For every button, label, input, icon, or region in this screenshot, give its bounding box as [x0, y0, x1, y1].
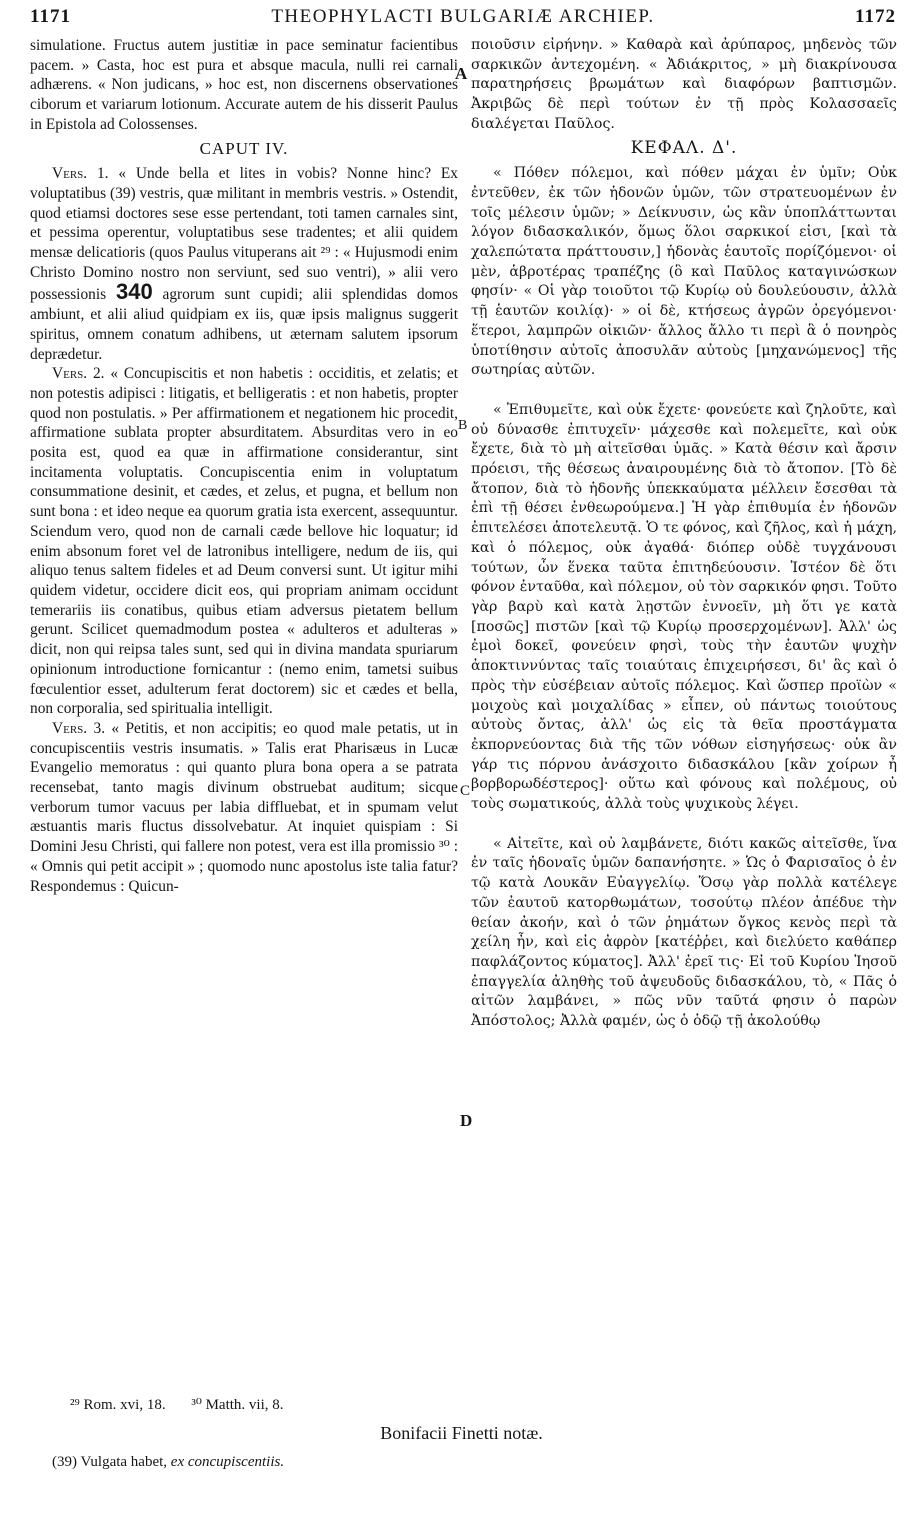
greek-intro: ποιοῦσιν εἰρήνην. » Καθαρὰ καὶ ἀρύπαρος, μηδενὸς τῶν σαρκικῶν ἀντεχομένη. « Ἀδιάκριτος, » μὴ διακρίνουσα παρατηρήσεις βρωμάτων καὶ διαφόρων βαπτισμῶν. Ἀκριβῶς δὲ περὶ τούτων ἐν τῇ πρὸς Κολασσαεῖς διαλέγεται Παῦλος.: [471, 37, 897, 132]
footnote-29: ²⁹ Rom. xvi, 18.: [70, 1397, 166, 1413]
margin-letter-d: D: [460, 1111, 473, 1130]
notes-heading: Bonifacii Finetti notæ.: [380, 1423, 543, 1443]
margin-letter-c: C: [460, 783, 471, 799]
greek-chapter-heading: ΚΕΦΑΛ. Δ'.: [630, 137, 738, 158]
latin-verse-2: [30, 364, 458, 719]
margin-letter-b: B: [458, 418, 468, 433]
latin-verse-3: [30, 719, 458, 896]
column-number: 340: [115, 279, 153, 305]
verse-1-label: Vers. 1.: [52, 165, 109, 183]
note-39-text: ex concupiscentiis.: [170, 1454, 285, 1470]
greek-column: [471, 36, 897, 1032]
latin-intro: simulatione. Fructus autem justitiæ in pace seminatur facientibus pacem. » Casta, hoc est pura et absque macula, nulli rei carnali adhærens. « Non judicans, » hoc est, non discernens observationes ciborum et variarum lotionum. Accurate autem de his disserit Paulus in Epistola ad Colossenses.: [30, 37, 458, 133]
latin-column: [30, 36, 458, 896]
greek-paragraph-3: « Αἰτεῖτε, καὶ οὐ λαμβάνετε, διότι κακῶς αἰτεῖσθε, ἵνα ἐν ταῖς ἡδοναῖς ὑμῶν δαπανήσητε. » Ὡς ὁ Φαρισαῖος ὁ ἐν τῷ κατὰ Λουκᾶν Εὐαγγελίῳ. Ὅσῳ γὰρ πολλὰ κατέλεγε τῶν ἑαυτοῦ κατορθωμάτων, τοσούτῳ πλέον ἀπέδυε τὴν θείαν ἀκοήν, καὶ ὁ τῶν ῥημάτων ὄγκος κενὸς περὶ τὰ χείλη ἦν, καὶ εἰς ἀφρὸν [κατέῤῥει, καὶ διελύετο καθάπερ παφλάζοντος κύματος]. Ἀλλ' ἐρεῖ τις· Εἰ τοῦ Κυρίου Ἰησοῦ ἐπαγγελία ἀληθὴς τοῦ ἀψευδοῦς διδασκάλου, τὸ, « Πᾶς ὁ αἰτῶν λαμβάνει, » πῶς νῦν ταῦτά φησιν ὁ παρὼν Ἀπόστολος; Ἀλλὰ φαμέν, ὡς ὁ ὁδῷ τῇ ἀκολούθῳ: [471, 835, 897, 1030]
footnote-30: ³⁰ Matth. vii, 8.: [191, 1397, 284, 1413]
paragraph-gap: [471, 381, 897, 401]
margin-letter-a: A: [455, 64, 468, 83]
paragraph-gap: [471, 815, 897, 835]
page-number-left: 1171: [30, 6, 71, 27]
verse-3-text: « Petitis, et non accipitis; eo quod male petatis, ut in concupiscentiis vestris insumatis. » Talis erat Pharisæus in Lucæ Evangelio memoratus : qui quanto plura bona opera a se patrata recensebat, tanto magis divinum obstruebat auditum; sicque verborum tumor vacuus per labia diffluebat, et in spumam velut æstuantis maris fluctus dissolvebatur. At inquiet quispiam : Si Domini Jesu Christi, qui fallere non potest, vera est illa promissio ³⁰ : « Omnis qui petit accipit » ; quomodo nunc apostolus iste talia fatur? Respondemus : Quicun-: [30, 719, 459, 895]
verse-2-text: « Concupiscitis et non habetis : occiditis, et zelatis; et non potestis adipisci : litigatis, et belligeratis : et non habetis, propter quod non postulatis. » Per affirmationem et negationem hic procedit, affirmatione sublata propter absurditatem. Absurditas vero in eo posita est, quod ea quæ in affirmatione considerantur, sint incitamenta voluptatis. Concupiscentia enim in voluptatum consummatione desinit, et cædes, et zelus, et pugna, et bellum non sunt bona : et ideo neque ea quorum gratia ista exercent, assequuntur. Sciendum vero, quod non de carnali cæde bellove hic loquatur; id enim absonum foret vel de latronibus intelligere, nedum de iis, qui aliquo tenus saltem fideles et ad Deum conversi sunt. Ut igitur mihi quidem videtur, occidere dicit eos, qui propriam animam occidunt temerariis iis conatibus, quibus etiam adversus pietatem bellum gerunt. Scilicet quemadmodum postea « adulteros et adulteras » dicit, non qui reipsa tales sunt, sed qui in divina mandata spuriarum opinionum introductione fornicantur : (nemo enim, tametsi suibus fœculentior esset, adulterum ferat doctorem) sic et cædes et bella, non corporalia, sed spiritualia intelligit.: [30, 365, 458, 718]
verse-1-text-a: « Unde bella et lites in vobis? Nonne hinc? Ex voluptatibus (39) vestris, quæ militant in membris vestris. » Ostendit, quod etiamsi doctores sese esse pertendant, toti tamen carnales sint, et pessima operentur, voluptatibus sese tradentes; et alii quidem mensæ delicatioris (quos Paulus vituperans ait ²⁹ : « Hujusmodi enim Christo Domino nostro non serviunt, sed suo ventri), » alii vero possessionis: [30, 165, 458, 304]
latin-verse-1: [30, 164, 458, 364]
greek-paragraph-2: « Ἐπιθυμεῖτε, καὶ οὐκ ἔχετε· φονεύετε καὶ ζηλοῦτε, καὶ οὐ δύνασθε ἐπιτυχεῖν· μάχεσθε καὶ πολεμεῖτε, καὶ οὐκ ἔχετε, διὰ τὸ μὴ αἰτεῖσθαι ὑμᾶς. » Κατὰ θέσιν καὶ ἄρσιν πρόεισι, τῆς θέσεως ἀναιρουμένης διὰ τὸ ἄτοπον. [Τὸ δὲ ἄτοπον, διὰ τὸ ἡδονῆς ὑπεκκαύματα μέλλειν ἔσεσθαι τὰ ἐπὶ τῇ θέσει ἐνθεωρούμενα.] Ἡ γὰρ ἐπιθυμία ἐν ἡδονῶν ἐπιτελέσει ἀποτελευτᾷ. Ὁ τε φόνος, καὶ ζῆλος, καὶ ἡ μάχη, καὶ ὁ πόλεμος, οὐκ ἀγαθά· διόπερ οὐδὲ τυγχάνουσι τούτων, ὧν ἕνεκα ταῦτα ἐπιτηδεύουσιν. Ἰστέον δὲ ὅτι φόνον ἐνταῦθα, καὶ πόλεμον, οὐ τὸν σαρκικόν φησι. Τοῦτο γὰρ βαρὺ καὶ κατὰ λῃστῶν ἐννοεῖν, μὴ ὅτι γε κατὰ [ποσῶς] πιστῶν [καὶ τῷ Κυρίῳ προσερχομένων]. Ἀλλ' ὡς ἐμοὶ δοκεῖ, φονεύειν φησὶ, τοὺς τὴν ἑαυτῶν ψυχὴν ἀποκτιννύντας ταῖς τοιαύταις ἐπιχειρήσεσι, δι' ἃς καὶ ὁ πρὸς τὴν εὐσέβειαν αὐτοῖς πόλεμος. Καὶ ὥσπερ προϊὼν « μοιχοὺς καὶ μοιχαλίδας » εἶπεν, οὐ πάντως τοιούτους αὐτοὺς ὄντας, ἀλλ' ὡς εἰς τὰ θεῖα προστάγματα ἐκπορνεύοντας διὰ τῆς τῶν νόθων εἰσηγήσεως· οὐκ ἂν γάρ τις πόρνου ἀνάσχοιτο διδασκάλου [κἂν χοίρων ἦ βορβορωδέστερος]· οὕτω καὶ φόνους καὶ πολέμους, οὐ τοὺς σωματικούς, ἀλλὰ τοὺς ψυχικοὺς λέγει.: [471, 401, 897, 813]
footnotes: [70, 1395, 306, 1414]
verse-1-text-b: agrorum sunt cupidi; alii splendidas domos ambiunt, et alii aliud quidpiam ex iis, quæ ipsis malignus suggerit spiritus, omnem conatum adhibens, ut æternam salutem ipsorum deprædetur.: [30, 286, 458, 363]
verse-2-label: Vers. 2.: [52, 365, 105, 383]
verse-3-label: Vers. 3.: [52, 719, 106, 737]
note-39: [52, 1454, 284, 1471]
greek-paragraph-1: « Πόθεν πόλεμοι, καὶ πόθεν μάχαι ἐν ὑμῖν; Οὐκ ἐντεῦθεν, ἐκ τῶν ἡδονῶν ὑμῶν, τῶν στρατευομένων ἐν τοῖς μέλεσιν ὑμῶν; » Δείκνυσιν, ὡς κἂν ὑποπλάττωνται λόγον διδασκαλικόν, ὅμως ὅλοι σαρκικοί εἰσι, [καὶ τὰ χαλεπώτατα πράττουσιν,] ἡδονὰς ἑαυτοῖς πορίζόμενοι· οἱ μὲν, ἁβροτέρας τραπέζης (ὃ καὶ Παῦλος καταγινώσκων φησίν· « Οἱ γὰρ τοιοῦτοι τῷ Κυρίῳ οὐ δουλεύουσιν, ἀλλὰ τῇ ἑαυτῶν κοιλίᾳ)· » οἱ δὲ, κτήσεως ἀγρῶν ὀρεγόμενοι· ἕτεροι, λαμπρῶν οἰκιῶν· ἄλλος ἄλλο τι περὶ ἃ ὁ πονηρὸς ὑποτίθησιν αὐτοῖς ἀποσυλᾶν αὐτοὺς [μηχανώμενος] τῆς σωτηρίας αὐτῶν.: [471, 165, 897, 379]
running-title: THEOPHYLACTI BULGARIÆ ARCHIEP.: [271, 6, 655, 27]
note-39-label: (39) Vulgata habet,: [52, 1454, 168, 1470]
page-number-right: 1172: [855, 6, 896, 27]
latin-chapter-heading: CAPUT IV.: [199, 138, 289, 158]
page-header: [30, 6, 896, 38]
